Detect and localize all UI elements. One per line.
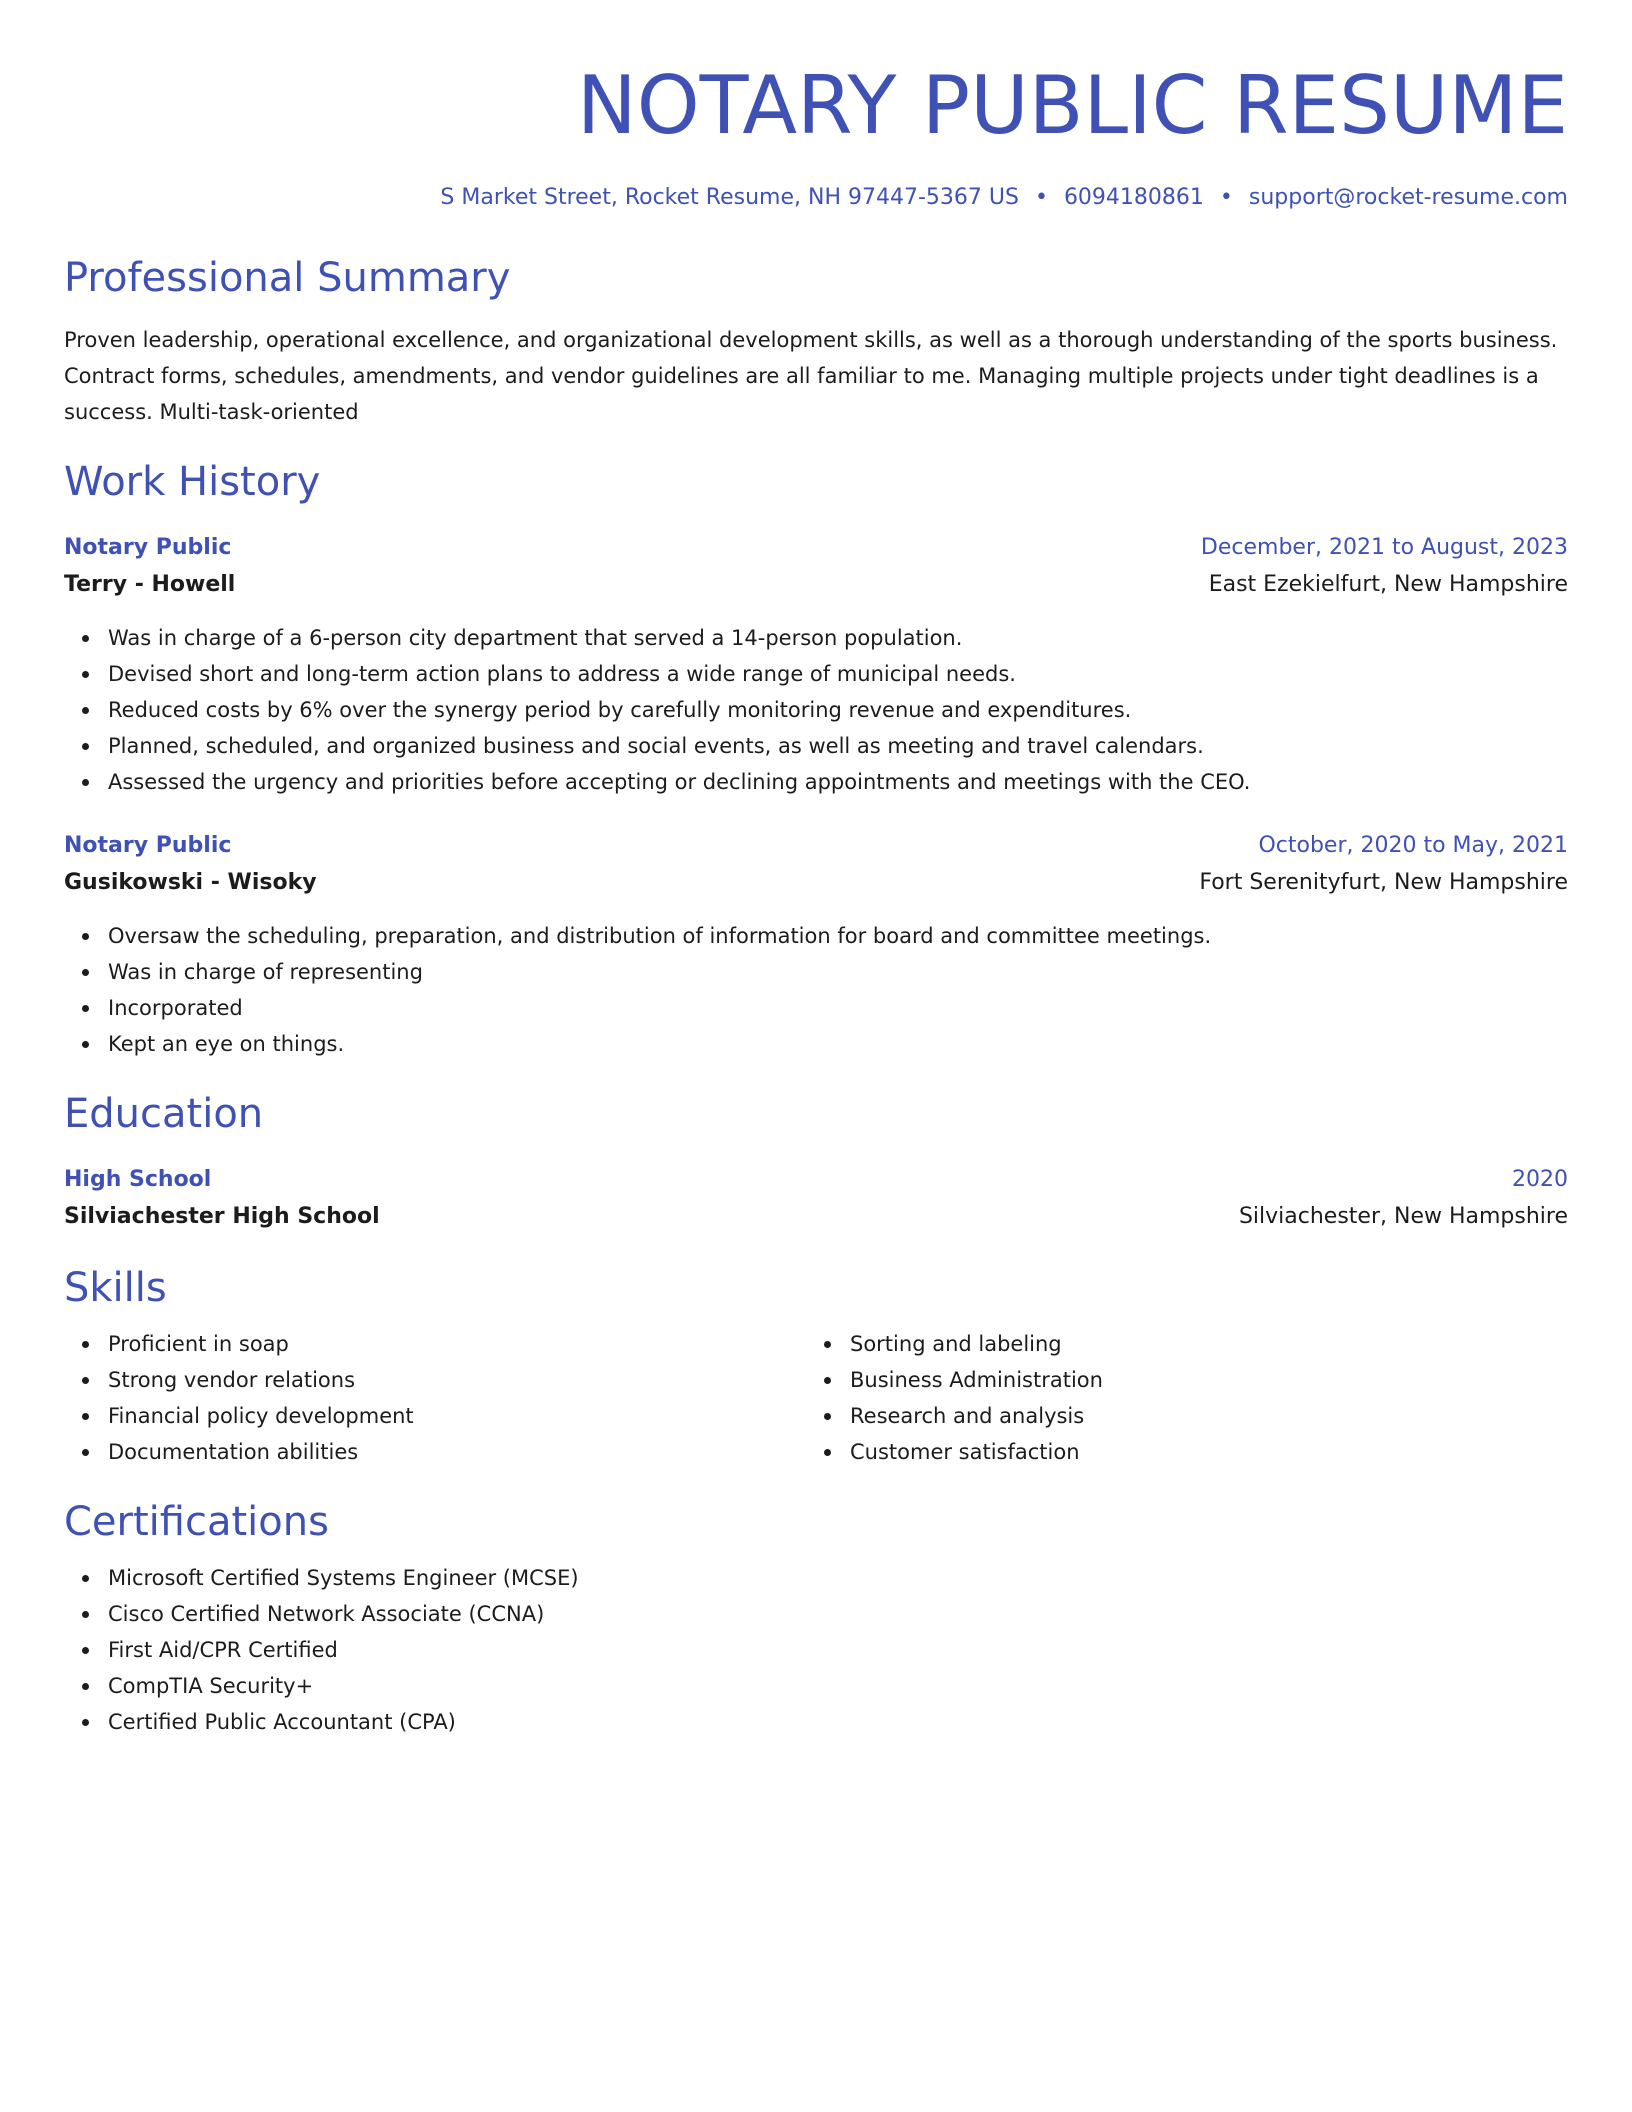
list-item: Business Administration bbox=[850, 1362, 1548, 1398]
list-item: Financial policy development bbox=[108, 1398, 806, 1434]
job-role: Notary Public bbox=[64, 535, 232, 560]
contact-phone: 6094180861 bbox=[1063, 185, 1204, 210]
job-company: Gusikowski - Wisoky bbox=[64, 870, 317, 895]
job-company-row bbox=[64, 566, 1568, 604]
job-company-row bbox=[64, 864, 1568, 902]
list-item: Planned, scheduled, and organized business and social events, as well as meeting and travel calendars. bbox=[108, 728, 1568, 764]
contact-line bbox=[64, 182, 1568, 214]
section-title-work-history: Work History bbox=[64, 459, 321, 505]
list-item: Kept an eye on things. bbox=[108, 1026, 1568, 1062]
job-company: Terry - Howell bbox=[64, 572, 236, 597]
list-item: Certified Public Accountant (CPA) bbox=[108, 1704, 1568, 1740]
skills-grid bbox=[64, 1326, 1568, 1470]
list-item: Was in charge of a 6-person city department that served a 14-person population. bbox=[108, 620, 1568, 656]
list-item: Proficient in soap bbox=[108, 1326, 806, 1362]
skills-column-left bbox=[64, 1326, 806, 1470]
list-item: Strong vendor relations bbox=[108, 1362, 806, 1398]
education-year: 2020 bbox=[1512, 1167, 1568, 1192]
section-title-skills: Skills bbox=[64, 1265, 167, 1311]
job-entry bbox=[64, 828, 1568, 1062]
list-item: Incorporated bbox=[108, 990, 1568, 1026]
certifications-list bbox=[64, 1560, 1568, 1740]
list-item: First Aid/CPR Certified bbox=[108, 1632, 1568, 1668]
contact-address: S Market Street, Rocket Resume, NH 97447-5367 US bbox=[440, 185, 1019, 210]
list-item: Research and analysis bbox=[850, 1398, 1548, 1434]
job-bullets bbox=[64, 918, 1568, 1062]
education-entry bbox=[64, 1162, 1568, 1236]
list-item: Sorting and labeling bbox=[850, 1326, 1548, 1362]
summary-text: Proven leadership, operational excellence, and organizational development skills, as well as a thorough understanding of the sports business. Contract forms, schedules, amendments, and vendor guidelines are all familiar to me. Managing multiple projects under tight deadlines is a success. Multi-task-oriented bbox=[64, 328, 1558, 424]
education-header-row bbox=[64, 1162, 1568, 1198]
job-dates: October, 2020 to May, 2021 bbox=[1258, 833, 1568, 858]
skills-list bbox=[64, 1326, 806, 1470]
resume-page bbox=[64, 0, 1568, 1740]
list-item: Customer satisfaction bbox=[850, 1434, 1548, 1470]
list-item: Devised short and long-term action plans to address a wide range of municipal needs. bbox=[108, 656, 1568, 692]
section-title-education: Education bbox=[64, 1091, 264, 1137]
skills-column-right bbox=[806, 1326, 1548, 1470]
job-header-row bbox=[64, 530, 1568, 566]
list-item: Reduced costs by 6% over the synergy period by carefully monitoring revenue and expenditures. bbox=[108, 692, 1568, 728]
job-location: East Ezekielfurt, New Hampshire bbox=[1208, 572, 1568, 597]
job-entry bbox=[64, 530, 1568, 800]
job-bullets bbox=[64, 620, 1568, 800]
resume-title: NOTARY PUBLIC RESUME bbox=[576, 59, 1568, 152]
list-item: Documentation abilities bbox=[108, 1434, 806, 1470]
education-school: Silviachester High School bbox=[64, 1204, 380, 1229]
job-role: Notary Public bbox=[64, 833, 232, 858]
education-location: Silviachester, New Hampshire bbox=[1238, 1204, 1568, 1229]
list-item: Was in charge of representing bbox=[108, 954, 1568, 990]
education-school-row bbox=[64, 1198, 1568, 1236]
education-degree: High School bbox=[64, 1167, 212, 1192]
job-header-row bbox=[64, 828, 1568, 864]
contact-separator: • bbox=[1219, 185, 1233, 210]
job-dates: December, 2021 to August, 2023 bbox=[1200, 535, 1568, 560]
skills-list bbox=[806, 1326, 1548, 1470]
contact-email[interactable]: support@rocket-resume.com bbox=[1248, 185, 1568, 210]
list-item: Oversaw the scheduling, preparation, and distribution of information for board and committee meetings. bbox=[108, 918, 1568, 954]
list-item: CompTIA Security+ bbox=[108, 1668, 1568, 1704]
section-title-summary: Professional Summary bbox=[64, 255, 511, 301]
list-item: Cisco Certified Network Associate (CCNA) bbox=[108, 1596, 1568, 1632]
section-title-certifications: Certifications bbox=[64, 1499, 329, 1545]
list-item: Assessed the urgency and priorities before accepting or declining appointments and meetings with the CEO. bbox=[108, 764, 1568, 800]
contact-separator: • bbox=[1034, 185, 1048, 210]
job-location: Fort Serenityfurt, New Hampshire bbox=[1199, 870, 1568, 895]
list-item: Microsoft Certified Systems Engineer (MCSE) bbox=[108, 1560, 1568, 1596]
